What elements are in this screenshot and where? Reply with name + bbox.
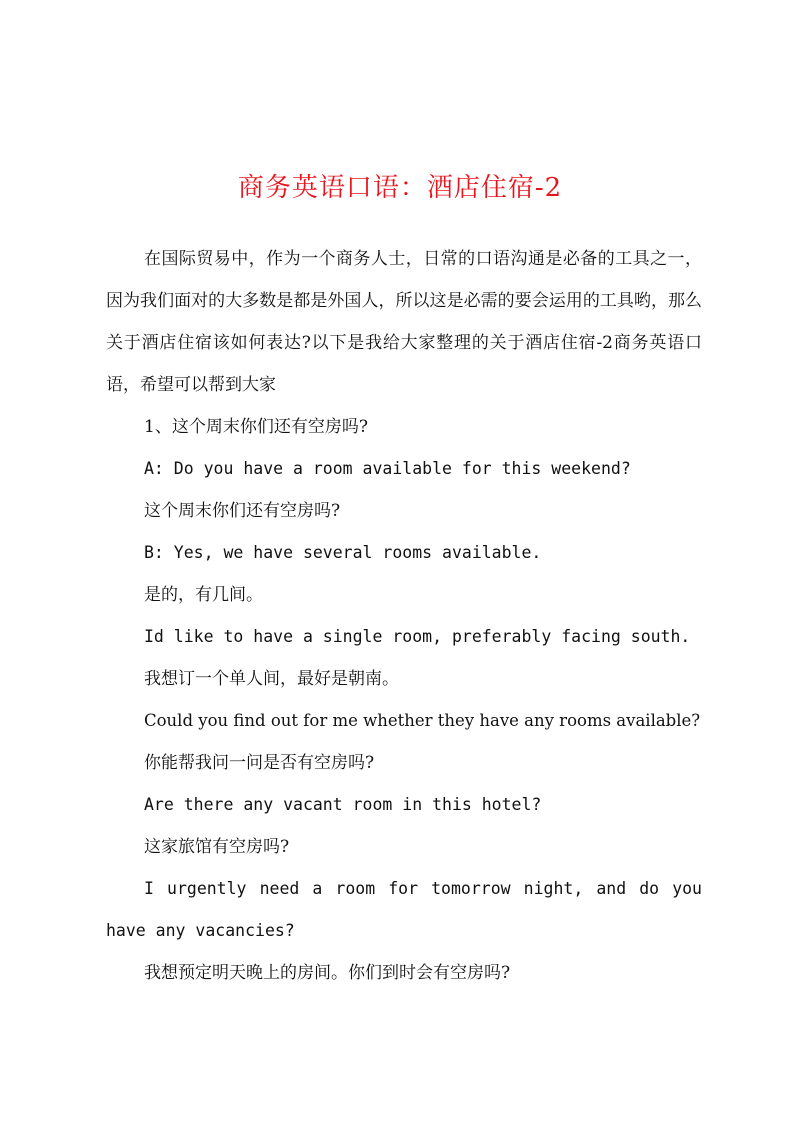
document-body bbox=[106, 238, 702, 994]
chinese-translation: 我想预定明天晚上的房间。你们到时会有空房吗? bbox=[144, 963, 511, 983]
intro-paragraph: 在国际贸易中，作为一个商务人士，日常的口语沟通是必备的工具之一，因为我们面对的大多数是都是外国人，所以这是必需的要会运用的工具哟，那么关于酒店住宿该如何表达?以下是我给大家整理的关于酒店住宿-2商务英语口语，希望可以帮到大家 bbox=[106, 249, 702, 395]
english-sentence: Could you find out for me whether they have any rooms available? bbox=[144, 711, 701, 730]
chinese-translation: 是的，有几间。 bbox=[144, 585, 263, 605]
english-sentence: I urgently need a room for tomorrow night, and do you have any vacancies? bbox=[106, 879, 702, 940]
chinese-translation: 你能帮我问一问是否有空房吗? bbox=[144, 753, 375, 773]
english-sentence: Are there any vacant room in this hotel? bbox=[144, 795, 542, 814]
english-sentence: Id like to have a single room, preferably facing south. bbox=[144, 627, 691, 646]
english-sentence: A: Do you have a room available for this weekend? bbox=[144, 459, 631, 478]
chinese-translation: 我想订一个单人间，最好是朝南。 bbox=[144, 669, 399, 689]
chinese-translation: 这个周末你们还有空房吗? bbox=[144, 501, 341, 521]
english-sentence: B: Yes, we have several rooms available. bbox=[144, 543, 542, 562]
question-heading: 1、这个周末你们还有空房吗? bbox=[144, 417, 368, 437]
chinese-translation: 这家旅馆有空房吗? bbox=[144, 837, 290, 857]
document-title: 商务英语口语：酒店住宿-2 bbox=[237, 173, 563, 203]
